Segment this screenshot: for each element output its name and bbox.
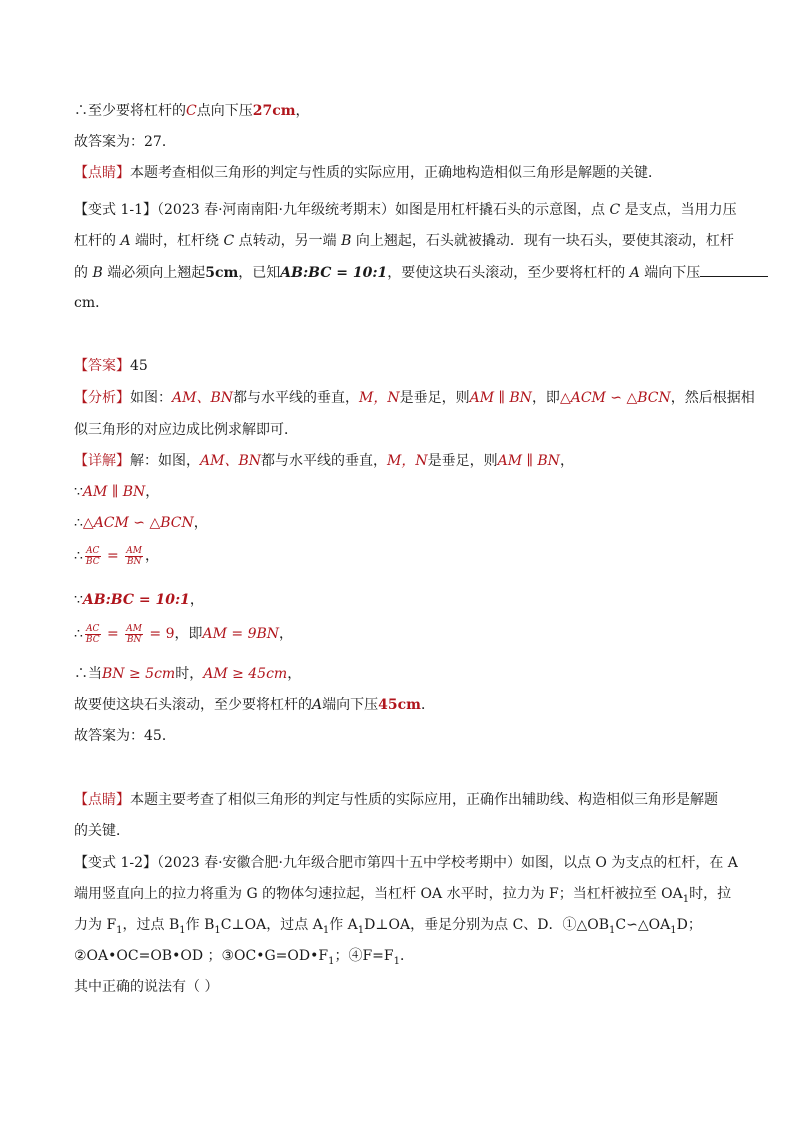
- step-2: ∴△ACM ∽ △BCN，: [74, 515, 208, 531]
- question-tag: 【变式 1-2】: [74, 855, 157, 871]
- fraction-am-bn: $\frac{AM}{BN}$: [126, 623, 142, 645]
- step-7: 故要使这块石头滚动，至少要将杠杆的A端向下压45cm．: [74, 697, 435, 713]
- fraction-ac-bc: $\frac{AC}{BC}$: [85, 623, 100, 645]
- answer-blank: [700, 262, 768, 277]
- step-4: ∵AB:BC = 10:1，: [74, 592, 204, 608]
- step-1: ∵AM ∥ BN，: [74, 484, 160, 500]
- analysis-tag: 【分析】: [74, 390, 130, 406]
- detail-line-1: 【详解】解：如图，AM、BN都与水平线的垂直，M，N是垂足，则AM ∥ BN，: [74, 453, 574, 469]
- step-8: 故答案为：45．: [74, 728, 176, 744]
- question-1-1-line-2: 杠杆的 A 端时，杠杆绕 C 点转动，另一端 B 向上翘起，石头就被撬动．现有一块石头，要使其滚动，杠杆: [74, 233, 734, 249]
- question-1-1-line-1: 【变式 1-1】（2023 春·河南南阳·九年级统考期末）如图是用杠杆撬石头的示意图，点 C 是支点，当用力压: [74, 202, 737, 218]
- step-6: ∴当BN ≥ 5cm时，AM ≥ 45cm，: [74, 666, 302, 682]
- comment-tag: 【点睛】: [74, 165, 130, 181]
- fraction-am-bn: $\frac{AM}{BN}$: [126, 545, 142, 567]
- comment-2-line-1: 【点睛】本题主要考查了相似三角形的判定与性质的实际应用，正确作出辅助线、构造相似三角形是解题: [74, 792, 718, 808]
- question-1-2-line-5: 其中正确的说法有（ ）: [74, 979, 219, 995]
- question-1-2-line-4: ②OA•OC=OB•OD ；$③OC•G=OD•F_1$；$④F=F_1$．: [74, 948, 414, 967]
- step-5-ratio: ∴ $\frac{AC}{BC}$ = $\frac{AM}{BN}$ = 9，即AM = 9BN，: [74, 623, 294, 645]
- comment-line: 【点睛】本题考查相似三角形的判定与性质的实际应用，正确地构造相似三角形是解题的关键．: [74, 165, 662, 181]
- fraction-ac-bc: $\frac{AC}{BC}$: [85, 545, 100, 567]
- question-1-1-line-3: 的 B 端必须向上翘起5cm，已知AB:BC = 10:1，要使这块石头滚动，至少要将杠杆的 A 端向下压: [74, 262, 724, 283]
- question-1-1-line-4: cm．: [74, 295, 110, 311]
- comment-2-line-2: 的关键．: [74, 823, 130, 839]
- question-1-2-line-3: 力为 $F_1$，过点 $B_1$作 $B_1C\perp OA$，过点 $A_1$作 $A_1D\perp OA$，垂足分别为点 C、D．$①\triangle OB_1C∽\triangle OA_1D$；: [74, 917, 702, 936]
- answer-section: 【答案】45: [74, 358, 148, 374]
- question-1-2-line-1: 【变式 1-2】（2023 春·安徽合肥·九年级合肥市第四十五中学校考期中）如图，以点 O 为支点的杠杆，在 A: [74, 855, 738, 871]
- comment-tag: 【点睛】: [74, 792, 130, 808]
- analysis-line-2: 似三角形的对应边成比例求解即可．: [74, 422, 298, 438]
- question-tag: 【变式 1-1】: [74, 202, 157, 218]
- question-1-2-line-2: 端用竖直向上的拉力将重为 G 的物体匀速拉起，当杠杆 OA 水平时，拉力为 F；当杠杆被拉至 $OA_1$时，拉: [74, 886, 732, 905]
- answer-line: 故答案为：27．: [74, 134, 176, 150]
- answer-tag: 【答案】: [74, 358, 130, 374]
- step-3-ratio: ∴ $\frac{AC}{BC}$ = $\frac{AM}{BN}$ ，: [74, 545, 159, 567]
- detail-tag: 【详解】: [74, 453, 130, 469]
- analysis-line-1: 【分析】如图：AM、BN都与水平线的垂直，M，N是垂足，则AM ∥ BN，即△ACM ∽ △BCN，然后根据相: [74, 390, 755, 406]
- solution-line-conclusion: ∴至少要将杠杆的C点向下压27cm，: [74, 103, 310, 119]
